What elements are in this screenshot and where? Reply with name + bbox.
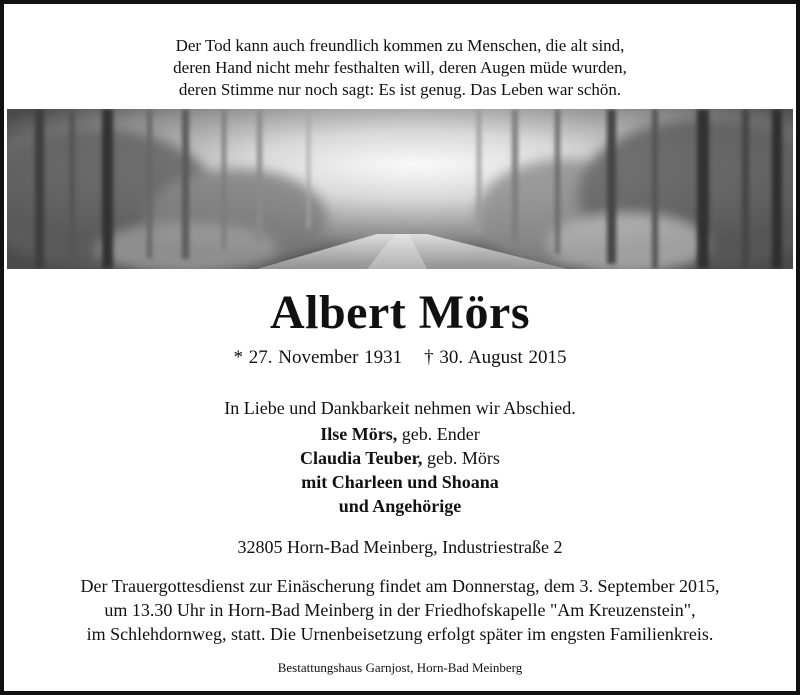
poem-line: deren Stimme nur noch sagt: Es ist genug. Das Leben war schön. [178,80,622,99]
mourner-line [4,494,796,518]
funeral-home: Bestattungshaus Garnjost, Horn-Bad Meinberg [277,660,523,675]
mourner-name: und Angehörige [338,496,462,516]
service-info [4,574,796,646]
poem [4,35,796,101]
service-line: um 13.30 Uhr in Horn-Bad Meinberg in der Friedhofskapelle "Am Kreuzenstein", [104,600,696,620]
poem-line: Der Tod kann auch freundlich kommen zu Menschen, die alt sind, [175,36,625,55]
forest-path-illustration [7,109,793,269]
poem-line: deren Hand nicht mehr festhalten will, deren Augen müde wurden, [173,58,627,77]
mourner-line [4,470,796,494]
forest-path-image [7,109,793,269]
mourners-list [4,422,796,518]
mourner-note: geb. Mörs [422,448,500,468]
birth-date: * 27. November 1931 [233,347,403,368]
mourner-name: mit Charleen und Shoana [301,472,499,492]
service-line: Der Trauergottesdienst zur Einäscherung findet am Donnerstag, dem 3. September 2015, [80,576,720,596]
mourner-name: Claudia Teuber, [300,448,423,468]
mourner-line [4,446,796,470]
death-date: † 30. August 2015 [424,347,567,368]
address: 32805 Horn-Bad Meinberg, Industriestraße 2 [237,537,563,557]
service-line: im Schlehdornweg, statt. Die Urnenbeisetzung erfolgt später im engsten Familienkreis. [86,624,714,644]
mourner-note: geb. Ender [397,424,480,444]
mourner-line [4,422,796,446]
mourner-name: Ilse Mörs, [320,424,398,444]
life-dates [4,346,796,370]
deceased-name: Albert Mörs [269,286,531,339]
farewell-text: In Liebe und Dankbarkeit nehmen wir Abschied. [224,398,576,418]
